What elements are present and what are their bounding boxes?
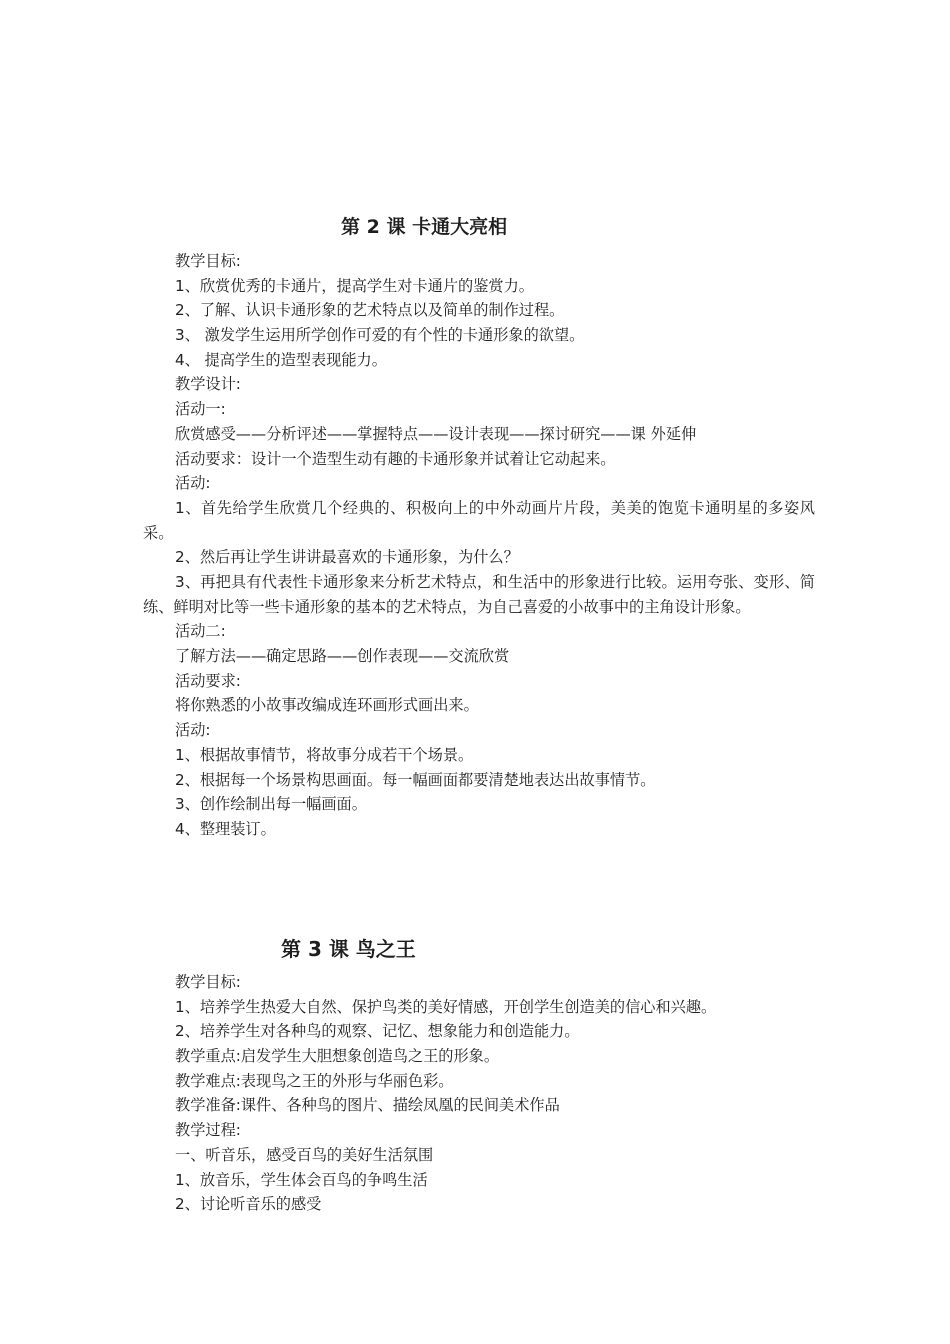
lesson3-title: 第 3 课 鸟之王 xyxy=(281,937,416,961)
lesson3-objectives-label: 教学目标: xyxy=(175,973,241,991)
lesson2-activity2-step: 3、创作绘制出每一幅画面。 xyxy=(175,795,367,814)
lesson2-design-label: 教学设计: xyxy=(175,375,241,394)
lesson3-process-section: 一、听音乐，感受百鸟的美好生活氛围 xyxy=(175,1145,434,1164)
lesson2-activity2-requirement-label: 活动要求: xyxy=(175,671,241,690)
lesson2-activity1-flow: 欣赏感受——分析评述——掌握特点——设计表现——探讨研究——课 外延伸 xyxy=(175,424,697,443)
lesson2-activity2-requirement: 将你熟悉的小故事改编成连环画形式画出来。 xyxy=(175,696,479,715)
lesson3-process-label: 教学过程: xyxy=(175,1121,241,1140)
lesson2-activity1-step: 3、再把具有代表性卡通形象来分析艺术特点，和生活中的形象进行比较。运用夸张、变形、简练、鲜明对比等一些卡通形象的基本的艺术特点，为自己喜爱的小故事中的主角设计形象。 xyxy=(143,572,815,616)
lesson2-activity2-step: 1、根据故事情节，将故事分成若干个场景。 xyxy=(175,745,474,764)
lesson2-activity2-step: 4、整理装订。 xyxy=(175,819,276,838)
lesson2-objective: 4、 提高学生的造型表现能力。 xyxy=(175,350,387,369)
lesson3-objective: 2、培养学生对各种鸟的观察、记忆、想象能力和创造能力。 xyxy=(175,1022,580,1041)
lesson2-activity1-step: 1、首先给学生欣赏几个经典的、积极向上的中外动画片片段，美美的饱览卡通明星的多姿风采。 xyxy=(143,498,815,542)
lesson2-activity2-step: 2、根据每一个场景构思画面。每一幅画面都要清楚地表达出故事情节。 xyxy=(175,770,656,789)
lesson2-objective: 1、欣赏优秀的卡通片，提高学生对卡通片的鉴赏力。 xyxy=(175,276,534,295)
lesson2-objective: 2、了解、认识卡通形象的艺术特点以及简单的制作过程。 xyxy=(175,301,565,320)
lesson2-title: 第 2 课 卡通大亮相 xyxy=(341,216,508,238)
lesson2-activity1-label: 活动一: xyxy=(175,400,226,419)
lesson2-activity2-flow: 了解方法——确定思路——创作表现——交流欣赏 xyxy=(175,647,510,666)
lesson3-preparation: 教学准备:课件、各种鸟的图片、描绘凤凰的民间美术作品 xyxy=(175,1096,560,1115)
lesson2-activity2-label: 活动二: xyxy=(175,622,226,641)
lesson3-process-step: 2、讨论听音乐的感受 xyxy=(175,1195,322,1214)
lesson3-key-point: 教学重点:启发学生大胆想象创造鸟之王的形象。 xyxy=(175,1047,500,1066)
lesson3-difficulty: 教学难点:表现鸟之王的外形与华丽色彩。 xyxy=(175,1071,454,1090)
lesson2-activity1-requirement: 活动要求：设计一个造型生动有趣的卡通形象并试着让它动起来。 xyxy=(175,449,616,468)
lesson2-activity1-step: 2、然后再让学生讲讲最喜欢的卡通形象，为什么？ xyxy=(175,548,519,567)
lesson3-objective: 1、培养学生热爱大自然、保护鸟类的美好情感，开创学生创造美的信心和兴趣。 xyxy=(175,997,717,1016)
lesson2-objectives-label: 教学目标: xyxy=(175,252,241,270)
lesson2-activity1-activity-label: 活动: xyxy=(175,474,211,493)
lesson3-process-step: 1、放音乐，学生体会百鸟的争鸣生活 xyxy=(175,1170,428,1189)
lesson2-activity2-activity-label: 活动: xyxy=(175,721,211,740)
lesson2-objective: 3、 激发学生运用所学创作可爱的有个性的卡通形象的欲望。 xyxy=(175,326,585,345)
lesson3-body xyxy=(143,970,815,1217)
lesson2-body xyxy=(143,249,815,842)
